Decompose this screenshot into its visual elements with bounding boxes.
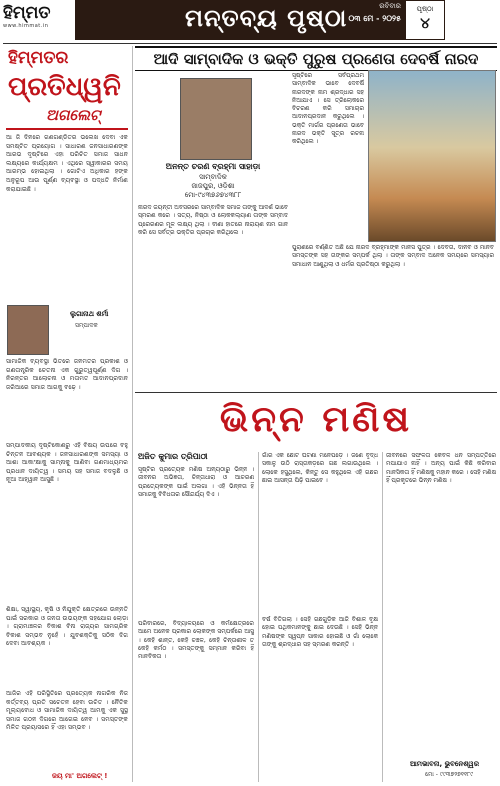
editor-photo (7, 305, 49, 355)
page-number: ୪ (420, 14, 430, 32)
section-title-big: ପ୍ରତିଧ୍ୱନି (8, 72, 121, 102)
editor-name: ଲୁଗାନାଥ ଶର୍ମା (70, 310, 109, 318)
article2-paragraph-5: ଜୀବନରେ ସଫଳତା କେବଳ ଧନ ସମ୍ପତ୍ତିରେ ମପାଯାଏ ନାହିଁ । ଅନ୍ୟ ପାଇଁ କିଛି କରିବାର ମାନସିକତା ହିଁ ମଣିଷକୁ ମହାନ କରେ । ସେହି ମଣିଷ ହିଁ ପ୍ରକୃତରେ ଭିନ୍ନ ମଣିଷ । (386, 452, 496, 484)
masthead-banner (75, 0, 445, 40)
left-paragraph-1: ଆ ଜି ଦିନରେ ଗଣଗଣ୍ଡିତର ଭଲେଖ ଦେବା ଏକ ସମଷ୍ଟିତ ପ୍ରୟୋଗ । ସାଧାରଣ ଜନସାଧାରଣଙ୍କ ଆରଭ ଦୃଷ୍ଟିରେ ଏହା ପରିଚିତ ସମାଜ ସାଧନ ଲକ୍ଷ୍ୟରେ କାର୍ଯ୍ୟକ୍ଷମ । ଏଥିରେ ସ୍ୱୀକାରର ସମୟ ଆରମ୍ଭ ହୋଇଥିଲା । ଗୋଟିଏ ଅଧିକାର ହଙ୍କ ଅନୁରୂପ ଆଉ ପୂର୍ଣ୍ଣ ବ୍ୟବସ୍ଥା ଓ ପଦ୍ଧତି ନିର୍ମାଣ କରାଯାଇଛି । (6, 134, 128, 193)
section-title-small: ହିମ୍ମତର (8, 48, 69, 68)
section-title-script: ଅଗଲେଟ୍ (46, 106, 101, 124)
left-paragraph-5: ଆଜିର ଏହି ପରିସ୍ଥିତିରେ ପ୍ରତ୍ୟେକ ନାଗରିକ ନିଜ କର୍ତ୍ତବ୍ୟ ପ୍ରତି ସଚେତନ ହେବା ଉଚିତ । ନୈତିକ ମୂଲ୍ୟବୋଧ ଓ ସାମାଜିକ ଦାୟିତ୍ୱ ଆମକୁ ଏକ ସୁସ୍ଥ ସମାଜ ଗଠନ ଦିଗରେ ଆଗେଇ ନେବ । ସମସ୍ତଙ୍କ ମିଳିତ ପ୍ରୟାସରେ ହିଁ ଏହା ସମ୍ଭବ । (6, 690, 128, 732)
article2-signoff: ଆମଭାବନା, ଭୁବନେଶ୍ୱର (410, 760, 480, 768)
issue-date: ୦୩ ମେ - ୨୦୨୫ (348, 14, 401, 23)
masthead-rule (3, 43, 497, 44)
logo-subtitle: www.himmat.in (3, 23, 49, 29)
narada-painting (368, 70, 496, 242)
left-paragraph-2: ସାମାଜିକ ବ୍ୟବସ୍ଥା ଭିତରେ ଜନମତର ପ୍ରକାଶ ଓ ଗଣତାନ୍ତ୍ରିକ ଚେତନା ଏକ ଗୁରୁତ୍ୱପୂର୍ଣ୍ଣ ଦିଗ । ନିରନ୍ତର ଆଲୋଚନା ଓ ମତାମତ ଆଦାନପ୍ରଦାନ ଜରିଆରେ ସମାଜ ଆଗକୁ ବଢ଼େ । (6, 358, 128, 391)
logo-text: ହିମ୍ମତ (3, 3, 51, 23)
article2-paragraph-4: ବର୍ଷ ବିତିଗଲା । ସେହି ଗଛଗୁଡ଼ିକ ଆଜି ବିଶାଳ ବୃକ୍ଷ ହୋଇ ପଥିକମାନଙ୍କୁ ଛାଇ ଦେଉଛି । ସେହି ଭିନ୍ନ ମଣିଷଙ୍କ ସ୍ୱପ୍ନ ସାକାର ହୋଇଛି ଓ ଗାଁ ଲୋକେ ତାଙ୍କୁ ଶ୍ରଦ୍ଧାର ସହ ସ୍ମରଣ କରନ୍ତି । (262, 616, 378, 648)
article2-headline: ଭିନ୍ନ ମଣିଷ (219, 398, 413, 440)
article-separator (135, 392, 497, 393)
article1-author-photo (180, 78, 252, 160)
article2-paragraph-2: ପରିବାରରେ, ବିଦ୍ୟାଳୟରେ ଓ କର୍ମକ୍ଷେତ୍ରରେ ଆମେ ଅନେକ ପ୍ରକାର ଲୋକଙ୍କ ସମ୍ପର୍କରେ ଆସୁ । କେହି ଶାନ୍ତ, କେହି ଚଞ୍ଚଳ, କେହି ଚିନ୍ତାଶୀଳ ତ କେହି କର୍ମଠ । ସମସ୍ତଙ୍କୁ ସମ୍ମାନ କରିବା ହିଁ ମାନବିକତା । (138, 620, 254, 661)
article2-byline: ଅଜିତ କୁମାର ତ୍ରିପାଠୀ (138, 452, 208, 461)
article1-paragraph-2: ନାରଦ ଜୟନ୍ତୀ ଅବସରରେ ସାମ୍ବାଦିକ ସମାଜ ତାଙ୍କୁ ଆଦର୍ଶ ଭାବେ ସ୍ମରଣ କରେ । ସତ୍ୟ, ନିଷ୍ଠା ଓ ଲୋକକଲ୍ୟାଣ ତାଙ୍କ ସମ୍ବାଦ ପ୍ରେରଣର ମୂଳ ଲକ୍ଷ୍ୟ ଥିଲା । ବୀଣା ହାତରେ ନାରାୟଣ ନାମ ଗାନ କରି ସେ ସର୍ବତ୍ର ଭକ୍ତିର ପ୍ରଚାର କରିଥିଲେ । (138, 204, 288, 236)
article1-author-name: ଅନନ୍ତ ଚରଣ ବ୍ରହ୍ମା ସାହାଡ଼ା (165, 162, 261, 171)
article2-signoff-phone: ମୋ - ୯୯୩୭୨୭୧୧୮୯ (425, 771, 474, 778)
page-title: ମନ୍ତବ୍ୟ ପୃଷ୍ଠା (185, 3, 348, 32)
article1-headline: ଆଦି ସାମ୍ବାଦିକ ଓ ଭକ୍ତି ପୁରୁଷ ପ୍ରଣେତା ଦେବର୍ଷି ନାରଦ (135, 46, 497, 71)
article2-divider-2 (382, 452, 383, 782)
column-divider (132, 46, 133, 782)
issue-day: ରବିବାର (379, 2, 401, 10)
masthead-logo (3, 3, 61, 43)
article1-author-place: ଜାଜପୁର, ଓଡ଼ିଶା (191, 182, 235, 190)
left-paragraph-4: ଶିକ୍ଷା, ସ୍ୱାସ୍ଥ୍ୟ, କୃଷି ଓ ନିଯୁକ୍ତି କ୍ଷେତ୍ରରେ ଉନ୍ନତି ପାଇଁ ସରକାର ଓ ଜନତା ଉଭୟଙ୍କ ସହଯୋଗ ଲୋଡ଼ା । ଗ୍ରାମାଞ୍ଚଳର ବିକାଶ ବିନା ରାଜ୍ୟର ସାମଗ୍ରିକ ବିକାଶ ସମ୍ଭବ ନୁହେଁ । ଯୁବଶକ୍ତିକୁ ସଠିକ ଦିଗ ଦେବା ଆବଶ୍ୟକ । (6, 606, 128, 648)
editor-role: ସମ୍ପାଦକ (75, 322, 98, 329)
article1-author-phone: ମୋ-୯୪୩୭୬୭୪୩୮୮ (184, 191, 242, 199)
article2-paragraph-1: ସୃଷ୍ଟିର ପ୍ରତ୍ୟେକ ମଣିଷ ଅନ୍ୟଠାରୁ ଭିନ୍ନ । ଜୀବନର ଅଭିଜ୍ଞତା, ଚିନ୍ତାଧାରା ଓ ଆଚରଣ ପ୍ରତ୍ୟେକଙ୍କ ପାଇଁ ଅଲଗା । ଏହି ଭିନ୍ନତା ହିଁ ସମାଜକୁ ବିବିଧତାର ସୌନ୍ଦର୍ଯ୍ୟ ଦିଏ । (138, 466, 254, 498)
article2-paragraph-3: ଗାଁର ଏକ ଛୋଟ ଘଟଣା ମନେପଡ଼େ । ଜଣେ ବୃଦ୍ଧ ସକାଳୁ ଉଠି ରାସ୍ତାକଡ଼ରେ ଗଛ ଲଗାଉଥିଲେ । ଲୋକେ ହସୁଥିଲେ, କିନ୍ତୁ ସେ କହୁଥିଲେ ଏହି ଗଛର ଛାଇ ଆସନ୍ତା ପିଢ଼ି ପାଇବେ । (262, 452, 378, 484)
article1-paragraph-3: ପୁରାଣରେ ବର୍ଣ୍ଣିତ ଅଛି ଯେ ନାରଦ ବ୍ରହ୍ମାଙ୍କ ମାନସ ପୁତ୍ର । ଦେବତା, ଦାନବ ଓ ମାନବ ସମସ୍ତଙ୍କ ସହ ତାଙ୍କର ସମ୍ପର୍କ ଥିଲା । ତାଙ୍କ ସମ୍ବାଦ ଅନେକ ସମୟରେ ସମସ୍ୟାର ସମାଧାନ ଆଣୁଥିଲା ଓ ଧର୍ମର ପ୍ରତିଷ୍ଠା କରୁଥିଲା । (292, 244, 494, 268)
section-divider (6, 128, 128, 130)
page-label: ପୃଷ୍ଠା (416, 5, 434, 13)
left-column-end: ଜୟ ମା' ଅଗଲେଟ୍ ! (52, 772, 108, 780)
page-number-box (405, 0, 445, 40)
article2-divider-1 (258, 452, 259, 782)
article1-paragraph-1: ସୃଷ୍ଟିରେ ସର୍ବପ୍ରଥମ ସାମ୍ବାଦିକ ଭାବେ ଦେବର୍ଷି ନାରଦଙ୍କ ନାମ ଶ୍ରଦ୍ଧାର ସହ ନିଆଯାଏ । ସେ ତ୍ରିଲୋକରେ ବିଚରଣ କରି ସମାଚାର ଆଦାନପ୍ରଦାନ କରୁଥିଲେ । ଭକ୍ତି ମାର୍ଗର ପ୍ରଣେତା ଭାବେ ନାରଦ ଭକ୍ତି ସୂତ୍ର ରଚନା କରିଥିଲେ । (292, 72, 364, 146)
left-paragraph-3: ସମ୍ପାଦକୀୟ ଦୃଷ୍ଟିକୋଣରୁ ଏହି ବିଷୟ ଉପରେ ବହୁ ଚିନ୍ତନ ଆବଶ୍ୟକ । ଜନସାଧାରଣଙ୍କ ସମସ୍ୟା ଓ ଆଶା ଆକାଂକ୍ଷାକୁ ସାମ୍ନାକୁ ଆଣିବା ଗଣମାଧ୍ୟମର ପ୍ରଧାନ ଦାୟିତ୍ୱ । ସମୟ ସହ ସମାଜ ବଦଳୁଛି ଓ ନୂଆ ଆହ୍ୱାନ ଆସୁଛି । (6, 442, 128, 484)
article1-author-role: ସାମ୍ବାଦିକ (199, 173, 227, 181)
